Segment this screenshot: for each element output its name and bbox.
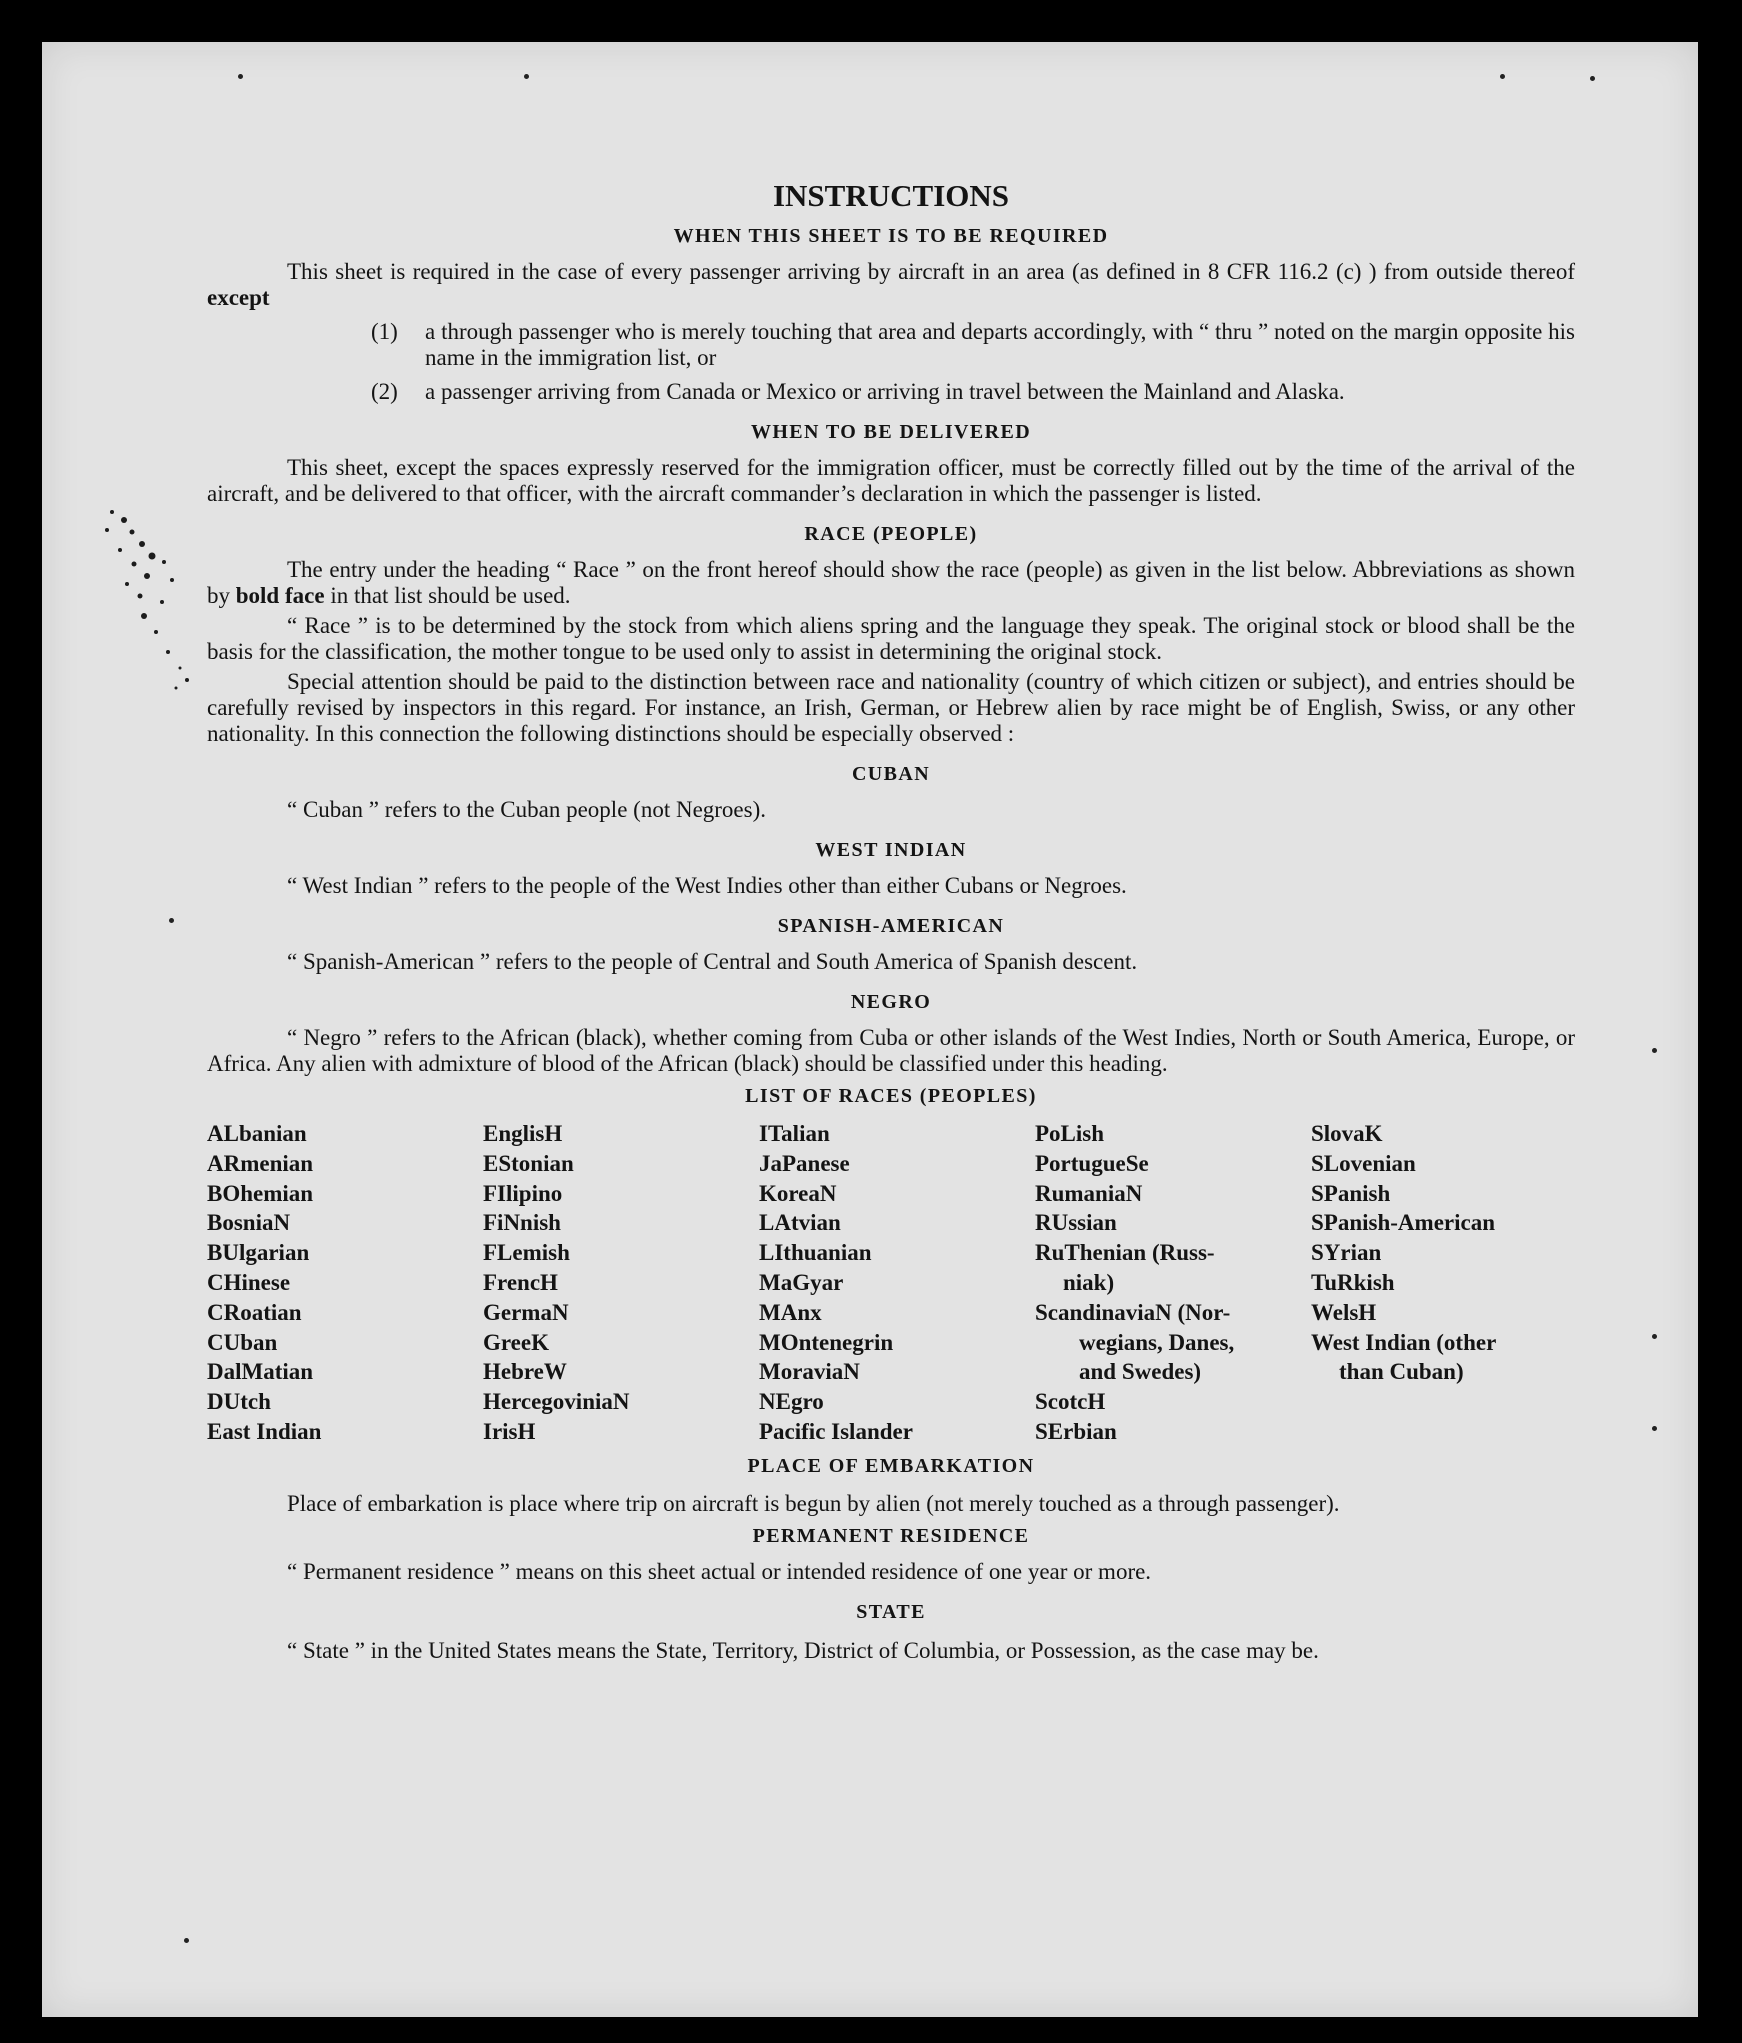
race-entry: LAtvian [759, 1210, 841, 1236]
scan-speck [238, 74, 243, 79]
race-entry: RUssian [1035, 1210, 1117, 1236]
scan-speck [1652, 1426, 1657, 1431]
bold-text: bold face [235, 583, 325, 608]
race-list [207, 1119, 1575, 1447]
scan-speck [1590, 76, 1595, 81]
heading-state: STATE [856, 1600, 926, 1623]
item-text: a passenger arriving from Canada or Mexico or arriving in travel between the Mainland and Alaska. [425, 379, 1345, 404]
race-entry: MOntenegrin [759, 1329, 894, 1355]
race-column-4 [1035, 1119, 1311, 1447]
heading-spanish-american: SPANISH-AMERICAN [777, 915, 1005, 937]
race-entry: ARmenian [207, 1150, 314, 1176]
heading-embarkation: PLACE OF EMBARKATION [747, 1454, 1035, 1477]
race-entry: ALbanian [207, 1121, 307, 1146]
paragraph-permanent-residence: “ Permanent residence ” means on this sheet actual or intended residence of one year or more. [287, 1558, 1152, 1584]
paragraph-west-indian: “ West Indian ” refers to the people of the West Indies other than either Cubans or Negroes. [287, 873, 1127, 898]
race-column-2 [483, 1119, 759, 1447]
document-page [42, 42, 1698, 2017]
race-entry: WelsH [1311, 1299, 1377, 1325]
race-column-3 [759, 1119, 1035, 1447]
race-entry: BosniaN [207, 1210, 291, 1236]
race-entry: DalMatian [207, 1359, 314, 1385]
race-entry: BUlgarian [207, 1240, 310, 1266]
race-entry: SErbian [1035, 1418, 1117, 1444]
race-entry: PoLish [1035, 1121, 1105, 1146]
race-entry: TuRkish [1311, 1269, 1395, 1295]
race-entry: GreeK [483, 1329, 549, 1355]
race-entry-continuation: wegians, Danes, [1079, 1329, 1235, 1355]
scan-speck [524, 74, 529, 79]
race-entry: RuThenian (Russ- [1035, 1240, 1215, 1266]
heading-permanent-residence: PERMANENT RESIDENCE [752, 1524, 1030, 1547]
page-title: INSTRUCTIONS [772, 178, 1009, 213]
race-entry: West Indian (other [1311, 1329, 1497, 1355]
race-entry: KoreaN [759, 1180, 837, 1206]
race-entry: LIthuanian [759, 1240, 872, 1266]
scan-speck [1652, 1334, 1657, 1339]
race-entry: ScandinaviaN (Nor- [1035, 1299, 1231, 1325]
heading-negro: NEGRO [850, 991, 932, 1013]
paragraph-embarkation: Place of embarkation is place where trip on aircraft is begun by alien (not merely touched as a through passenger). [287, 1490, 1340, 1516]
paragraph-cuban: “ Cuban ” refers to the Cuban people (not Negroes). [287, 797, 767, 822]
paragraph-race-1 [207, 557, 1575, 609]
bold-text: except [207, 285, 270, 310]
heading-race: RACE (PEOPLE) [804, 523, 978, 545]
text: in that list should be used. [330, 583, 571, 608]
race-entry: JaPanese [759, 1150, 850, 1176]
paragraph-delivered: This sheet, except the spaces expressly reserved for the immigration officer, must be correctly filled out by the time of the arrival of the aircraft, and be delivered to that officer, with the aircraft commander’s declaration in which the passenger is listed. [207, 455, 1575, 506]
text: The entry under the heading “ Race ” on the front hereof should show the race (people) as given in the list below. Abbreviations as shown by [207, 557, 1575, 608]
race-entry: Pacific Islander [759, 1418, 913, 1444]
heading-race-list: LIST OF RACES (PEOPLES) [745, 1085, 1037, 1107]
race-entry: HercegoviniaN [483, 1389, 630, 1415]
paragraph-spanish-american: “ Spanish-American ” refers to the people of Central and South America of Spanish descent. [287, 949, 1138, 974]
item-text: a through passenger who is merely touching that area and departs accordingly, with “ thru ” noted on the margin opposite his name in the immigration list, or [425, 319, 1575, 370]
scan-speck [1500, 74, 1505, 79]
race-entry: MaGyar [759, 1269, 844, 1295]
heading-when-required: WHEN THIS SHEET IS TO BE REQUIRED [673, 225, 1109, 247]
race-entry: SlovaK [1311, 1121, 1383, 1146]
race-entry: EStonian [483, 1150, 574, 1176]
race-column-5 [1311, 1119, 1575, 1447]
heading-when-delivered: WHEN TO BE DELIVERED [750, 421, 1032, 443]
race-entry: FLemish [483, 1240, 570, 1266]
scan-speck [184, 1938, 189, 1943]
race-entry: GermaN [483, 1299, 569, 1325]
race-entry: SPanish-American [1311, 1210, 1495, 1236]
race-entry: CUban [207, 1329, 278, 1355]
race-entry: FrencH [483, 1269, 558, 1295]
race-column-1 [207, 1119, 483, 1447]
race-entry: CRoatian [207, 1299, 302, 1325]
scan-speck [169, 918, 174, 923]
item-number: (2) [371, 379, 398, 404]
text: This sheet is required in the case of every passenger arriving by aircraft in an area (as defined in 8 CFR 116.2 (c) ) from outside thereof [287, 259, 1575, 284]
race-entry: SYrian [1311, 1240, 1382, 1266]
race-entry: MAnx [759, 1299, 822, 1325]
scan-speck [1652, 1048, 1657, 1053]
paragraph-state: “ State ” in the United States means the State, Territory, District of Columbia, or Possession, as the case may be. [287, 1637, 1319, 1663]
paragraph-required [207, 259, 1575, 311]
exception-item [371, 379, 1575, 405]
race-entry: NEgro [759, 1389, 824, 1415]
race-entry: SPanish [1311, 1180, 1391, 1206]
race-entry: RumaniaN [1035, 1180, 1143, 1206]
race-entry: DUtch [207, 1389, 271, 1415]
exception-item [371, 319, 1575, 371]
race-entry: IrisH [483, 1418, 536, 1444]
item-number: (1) [371, 319, 398, 344]
race-entry-continuation: niak) [1063, 1269, 1115, 1295]
paragraph-race-3: Special attention should be paid to the distinction between race and nationality (country of which citizen or subject), and entries should be carefully revised by inspectors in this regard. For instance, an Irish, German, or Hebrew alien by race might be of English, Swiss, or any other nationality. In this connection the following distinctions should be especially observed : [207, 669, 1575, 746]
race-entry: MoraviaN [759, 1359, 860, 1385]
race-entry: FIlipino [483, 1180, 563, 1206]
race-entry-continuation: and Swedes) [1079, 1359, 1202, 1385]
race-entry: CHinese [207, 1269, 291, 1295]
race-entry: FiNnish [483, 1210, 561, 1236]
race-entry: EnglisH [483, 1121, 563, 1146]
race-entry: SLovenian [1311, 1150, 1416, 1176]
paragraph-race-2: “ Race ” is to be determined by the stock from which aliens spring and the language they speak. The original stock or blood shall be the basis for the classification, the mother tongue to be used only to assist in determining the original stock. [207, 613, 1575, 664]
race-entry: BOhemian [207, 1180, 314, 1206]
race-entry: PortugueSe [1035, 1150, 1149, 1176]
race-entry: HebreW [483, 1359, 567, 1385]
paragraph-negro: “ Negro ” refers to the African (black), whether coming from Cuba or other islands of the West Indies, North or South America, Europe, or Africa. Any alien with admixture of blood of the African (black) should be classified under this heading. [207, 1025, 1575, 1076]
heading-cuban: CUBAN [851, 763, 931, 785]
heading-west-indian: WEST INDIAN [815, 839, 967, 861]
race-entry-continuation: than Cuban) [1339, 1359, 1464, 1385]
race-entry: ITalian [759, 1121, 830, 1146]
instructions-content [207, 177, 1575, 1671]
race-entry: East Indian [207, 1418, 322, 1444]
race-entry: ScotcH [1035, 1389, 1106, 1415]
